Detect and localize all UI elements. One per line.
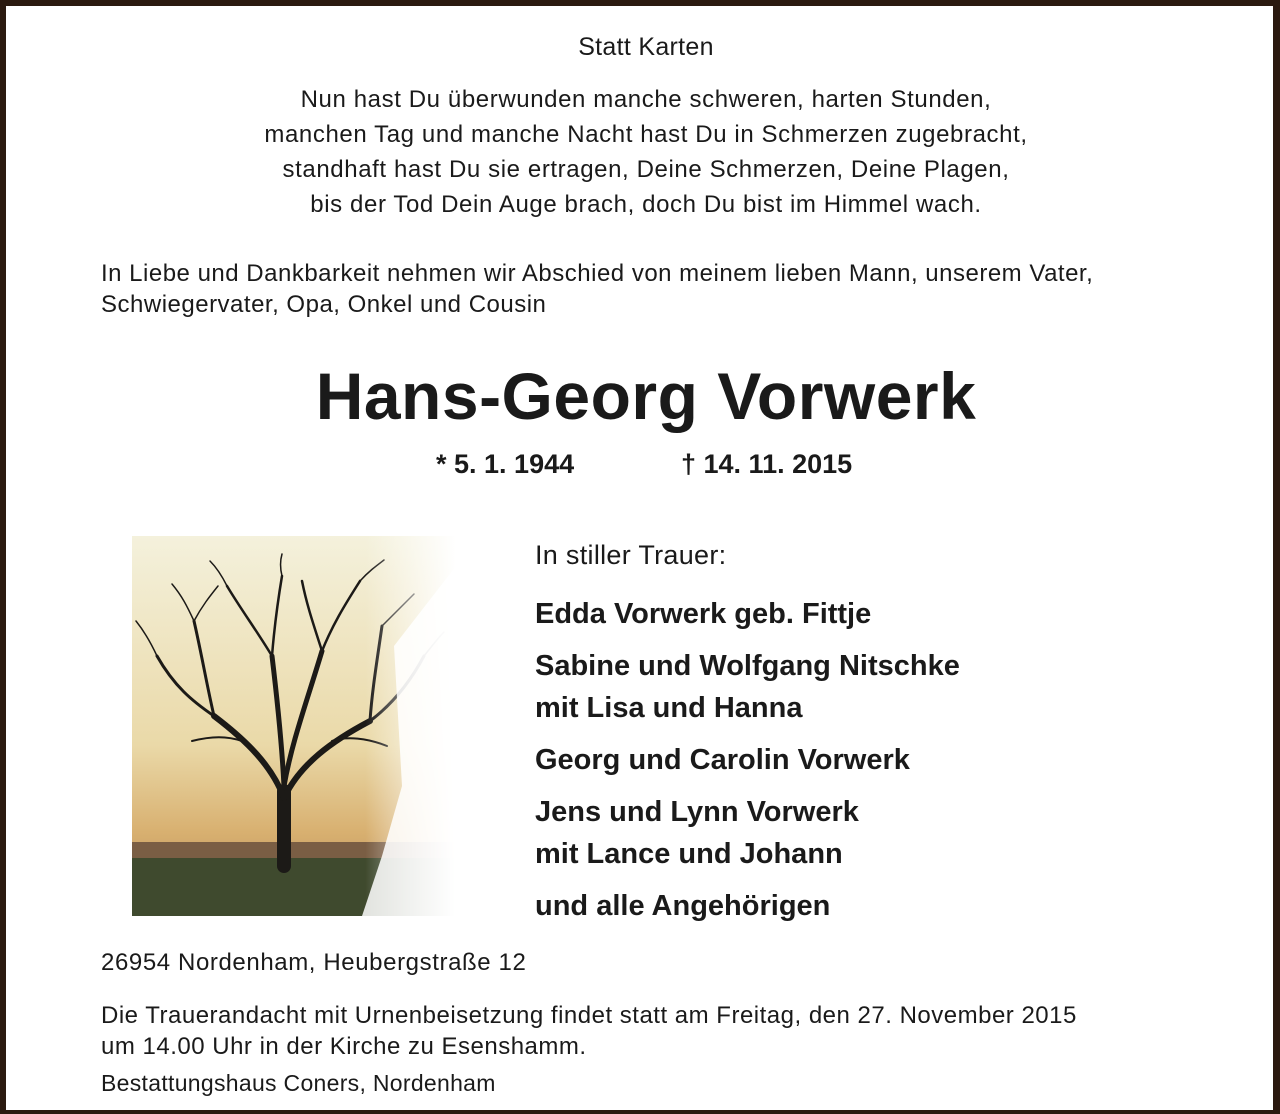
- intro-text: [101, 258, 1201, 320]
- mourner-line: und alle Angehörigen: [535, 890, 831, 922]
- address: 26954 Nordenham, Heubergstraße 12: [101, 949, 527, 976]
- poem-line: bis der Tod Dein Auge brach, doch Du bist im Himmel wach.: [310, 191, 982, 218]
- mourner-line: Edda Vorwerk geb. Fittje: [535, 598, 872, 630]
- mourner-group: [535, 791, 960, 875]
- intro-line: In Liebe und Dankbarkeit nehmen wir Abschied von meinem lieben Mann, unserem Vater,: [101, 260, 1094, 287]
- mourner-line: Georg und Carolin Vorwerk: [535, 744, 910, 776]
- mourner-group: [535, 593, 960, 635]
- mourner-line: mit Lisa und Hanna: [535, 692, 803, 724]
- service-info: [101, 1000, 1193, 1062]
- service-line: Die Trauerandacht mit Urnenbeisetzung findet statt am Freitag, den 27. November 2015: [101, 1002, 1077, 1029]
- death-date: † 14. 11. 2015: [681, 449, 853, 479]
- bare-tree-photo: [132, 536, 456, 916]
- mourning-label: In stiller Trauer:: [535, 540, 727, 570]
- mourner-group: [535, 645, 960, 729]
- mourner-line: mit Lance und Johann: [535, 838, 843, 870]
- mourners-list: [535, 593, 960, 937]
- header-note: Statt Karten: [578, 33, 714, 61]
- funeral-home: Bestattungshaus Coners, Nordenham: [101, 1070, 496, 1096]
- poem-line: manchen Tag und manche Nacht hast Du in Schmerzen zugebracht,: [264, 121, 1028, 148]
- mourner-group: [535, 885, 960, 927]
- intro-line: Schwiegervater, Opa, Onkel und Cousin: [101, 291, 547, 318]
- mourner-line: Jens und Lynn Vorwerk: [535, 796, 859, 828]
- mourner-line: Sabine und Wolfgang Nitschke: [535, 650, 960, 682]
- birth-date: * 5. 1. 1944: [436, 449, 575, 479]
- poem-line: Nun hast Du überwunden manche schweren, harten Stunden,: [300, 86, 992, 113]
- deceased-name: Hans-Georg Vorwerk: [315, 359, 977, 433]
- poem: [6, 82, 1280, 222]
- mourner-group: [535, 739, 960, 781]
- service-line: um 14.00 Uhr in der Kirche zu Esenshamm.: [101, 1033, 587, 1060]
- poem-line: standhaft hast Du sie ertragen, Deine Schmerzen, Deine Plagen,: [282, 156, 1010, 183]
